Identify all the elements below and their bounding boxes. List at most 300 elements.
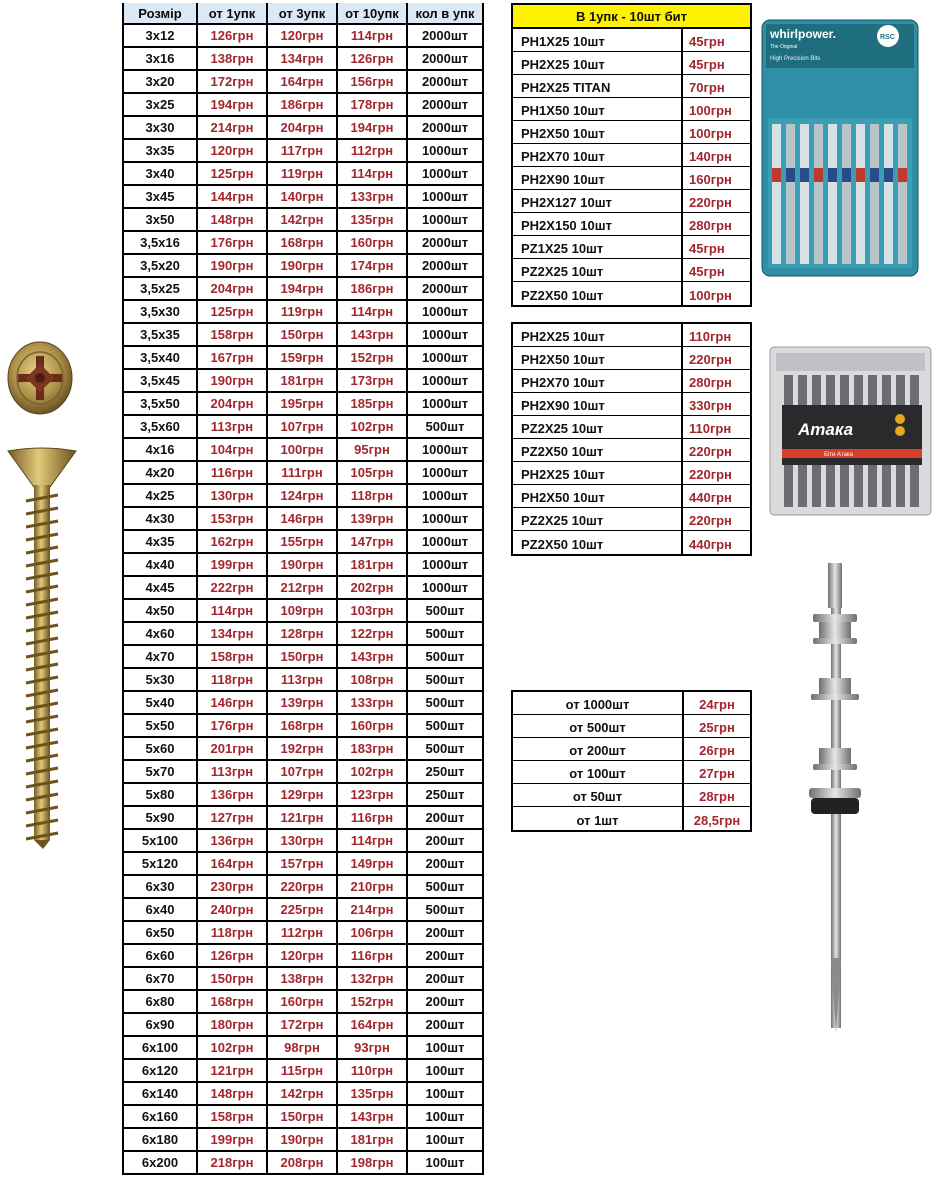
price-1-cell: 158грн bbox=[198, 324, 268, 345]
price-10-cell: 173грн bbox=[338, 370, 408, 391]
bit-name-cell: PH2X127 10шт bbox=[513, 190, 683, 212]
price-3-cell: 139грн bbox=[268, 692, 338, 713]
table-row bbox=[513, 282, 750, 305]
qty-cell: 100шт bbox=[408, 1060, 484, 1081]
table-row bbox=[122, 278, 484, 301]
ataka-brand-text: Атака bbox=[798, 420, 854, 439]
table-row bbox=[122, 416, 484, 439]
qty-cell: 500шт bbox=[408, 416, 484, 437]
price-3-cell: 150грн bbox=[268, 1106, 338, 1127]
table-row bbox=[122, 71, 484, 94]
bit-name-cell: PZ2X25 10шт bbox=[513, 508, 683, 530]
table-row bbox=[513, 213, 750, 236]
table-row bbox=[122, 255, 484, 278]
size-cell: 6x160 bbox=[122, 1106, 198, 1127]
price-3-cell: 157грн bbox=[268, 853, 338, 874]
table-row bbox=[513, 692, 750, 715]
size-cell: 4x40 bbox=[122, 554, 198, 575]
qty-cell: 2000шт bbox=[408, 278, 484, 299]
price-1-cell: 136грн bbox=[198, 830, 268, 851]
table-row bbox=[122, 738, 484, 761]
price-10-cell: 132грн bbox=[338, 968, 408, 989]
qty-cell: 1000шт bbox=[408, 140, 484, 161]
price-1-cell: 190грн bbox=[198, 370, 268, 391]
anchor-bolt-image bbox=[795, 558, 885, 1036]
price-10-cell: 147грн bbox=[338, 531, 408, 552]
qty-tier-cell: от 1шт bbox=[513, 807, 684, 830]
price-3-cell: 155грн bbox=[268, 531, 338, 552]
table-row bbox=[513, 393, 750, 416]
table-row bbox=[513, 715, 750, 738]
price-1-cell: 190грн bbox=[198, 255, 268, 276]
screw-head-image bbox=[4, 338, 74, 418]
table-row bbox=[122, 646, 484, 669]
price-10-cell: 152грн bbox=[338, 347, 408, 368]
qty-cell: 500шт bbox=[408, 669, 484, 690]
size-cell: 4x25 bbox=[122, 485, 198, 506]
whirlpower-bits-pack-image bbox=[760, 18, 920, 278]
price-1-cell: 164грн bbox=[198, 853, 268, 874]
header-price-3: от 3упк bbox=[268, 3, 338, 23]
header-price-1: от 1упк bbox=[198, 3, 268, 23]
size-cell: 6x30 bbox=[122, 876, 198, 897]
price-3-cell: 181грн bbox=[268, 370, 338, 391]
size-cell: 5x80 bbox=[122, 784, 198, 805]
price-10-cell: 112грн bbox=[338, 140, 408, 161]
bit-price-cell: 220грн bbox=[689, 444, 732, 459]
bit-name-cell: PH2X50 10шт bbox=[513, 485, 683, 507]
price-10-cell: 210грн bbox=[338, 876, 408, 897]
size-cell: 6x60 bbox=[122, 945, 198, 966]
price-3-cell: 150грн bbox=[268, 324, 338, 345]
table-row bbox=[122, 209, 484, 232]
table-row bbox=[122, 1083, 484, 1106]
table-row bbox=[122, 94, 484, 117]
size-cell: 3,5x16 bbox=[122, 232, 198, 253]
size-cell: 4x35 bbox=[122, 531, 198, 552]
qty-tier-cell: от 200шт bbox=[513, 738, 684, 760]
price-10-cell: 114грн bbox=[338, 163, 408, 184]
size-cell: 3x20 bbox=[122, 71, 198, 92]
table-row bbox=[122, 715, 484, 738]
bit-price-cell: 45грн bbox=[689, 241, 725, 256]
bit-price-cell: 110грн bbox=[689, 329, 732, 344]
qty-cell: 1000шт bbox=[408, 577, 484, 598]
price-1-cell: 204грн bbox=[198, 393, 268, 414]
price-1-cell: 214грн bbox=[198, 117, 268, 138]
table-row bbox=[122, 48, 484, 71]
price-3-cell: 111грн bbox=[268, 462, 338, 483]
size-cell: 3,5x40 bbox=[122, 347, 198, 368]
qty-cell: 500шт bbox=[408, 623, 484, 644]
bit-price-cell: 280грн bbox=[689, 218, 732, 233]
price-1-cell: 125грн bbox=[198, 301, 268, 322]
bit-price-cell: 220грн bbox=[689, 195, 732, 210]
size-cell: 5x70 bbox=[122, 761, 198, 782]
size-cell: 4x30 bbox=[122, 508, 198, 529]
price-1-cell: 126грн bbox=[198, 945, 268, 966]
price-1-cell: 150грн bbox=[198, 968, 268, 989]
qty-cell: 200шт bbox=[408, 922, 484, 943]
bit-name-cell: PZ2X25 10шт bbox=[513, 259, 683, 281]
price-10-cell: 160грн bbox=[338, 715, 408, 736]
table-row bbox=[513, 784, 750, 807]
size-cell: 3x40 bbox=[122, 163, 198, 184]
price-1-cell: 167грн bbox=[198, 347, 268, 368]
price-1-cell: 240грн bbox=[198, 899, 268, 920]
table-row bbox=[122, 876, 484, 899]
price-3-cell: 220грн bbox=[268, 876, 338, 897]
price-1-cell: 204грн bbox=[198, 278, 268, 299]
qty-cell: 2000шт bbox=[408, 232, 484, 253]
bit-price-cell: 220грн bbox=[689, 513, 732, 528]
price-3-cell: 140грн bbox=[268, 186, 338, 207]
ataka-bits-pack-image bbox=[768, 345, 933, 517]
size-cell: 4x50 bbox=[122, 600, 198, 621]
price-10-cell: 149грн bbox=[338, 853, 408, 874]
header-size: Розмір bbox=[122, 3, 198, 23]
qty-cell: 1000шт bbox=[408, 554, 484, 575]
price-10-cell: 133грн bbox=[338, 692, 408, 713]
price-3-cell: 115грн bbox=[268, 1060, 338, 1081]
bit-price-cell: 220грн bbox=[689, 467, 732, 482]
price-10-cell: 114грн bbox=[338, 830, 408, 851]
size-cell: 4x60 bbox=[122, 623, 198, 644]
price-3-cell: 194грн bbox=[268, 278, 338, 299]
price-1-cell: 180грн bbox=[198, 1014, 268, 1035]
price-3-cell: 119грн bbox=[268, 163, 338, 184]
bit-name-cell: PZ2X50 10шт bbox=[513, 531, 683, 554]
size-cell: 4x70 bbox=[122, 646, 198, 667]
price-1-cell: 218грн bbox=[198, 1152, 268, 1173]
size-cell: 3x16 bbox=[122, 48, 198, 69]
table-row bbox=[122, 784, 484, 807]
price-1-cell: 114грн bbox=[198, 600, 268, 621]
size-cell: 5x120 bbox=[122, 853, 198, 874]
price-1-cell: 113грн bbox=[198, 416, 268, 437]
price-3-cell: 168грн bbox=[268, 715, 338, 736]
price-10-cell: 198грн bbox=[338, 1152, 408, 1173]
bit-price-cell: 140грн bbox=[689, 149, 732, 164]
table-row bbox=[122, 761, 484, 784]
price-10-cell: 108грн bbox=[338, 669, 408, 690]
bit-price-cell: 440грн bbox=[689, 490, 732, 505]
tier-price-cell: 26грн bbox=[699, 743, 735, 758]
table-row bbox=[513, 370, 750, 393]
bit-price-cell: 100грн bbox=[689, 103, 732, 118]
price-3-cell: 192грн bbox=[268, 738, 338, 759]
price-3-cell: 142грн bbox=[268, 209, 338, 230]
table-row bbox=[513, 485, 750, 508]
table-row bbox=[513, 75, 750, 98]
price-1-cell: 136грн bbox=[198, 784, 268, 805]
table-row bbox=[122, 554, 484, 577]
price-3-cell: 190грн bbox=[268, 554, 338, 575]
price-10-cell: 133грн bbox=[338, 186, 408, 207]
price-1-cell: 118грн bbox=[198, 922, 268, 943]
price-3-cell: 124грн bbox=[268, 485, 338, 506]
price-1-cell: 126грн bbox=[198, 25, 268, 46]
table-row bbox=[513, 531, 750, 554]
qty-cell: 500шт bbox=[408, 899, 484, 920]
price-1-cell: 158грн bbox=[198, 646, 268, 667]
qty-cell: 1000шт bbox=[408, 370, 484, 391]
bit-price-cell: 100грн bbox=[689, 288, 732, 303]
price-1-cell: 120грн bbox=[198, 140, 268, 161]
table-row bbox=[122, 1060, 484, 1083]
bit-name-cell: PH1X50 10шт bbox=[513, 98, 683, 120]
size-cell: 3x25 bbox=[122, 94, 198, 115]
size-cell: 6x40 bbox=[122, 899, 198, 920]
price-1-cell: 199грн bbox=[198, 1129, 268, 1150]
qty-cell: 1000шт bbox=[408, 209, 484, 230]
price-10-cell: 135грн bbox=[338, 209, 408, 230]
bit-name-cell: PZ2X50 10шт bbox=[513, 282, 683, 305]
bit-name-cell: PH2X90 10шт bbox=[513, 393, 683, 415]
price-10-cell: 160грн bbox=[338, 232, 408, 253]
table-row bbox=[513, 807, 750, 830]
size-cell: 5x90 bbox=[122, 807, 198, 828]
price-10-cell: 116грн bbox=[338, 945, 408, 966]
bit-name-cell: PH2X70 10шт bbox=[513, 144, 683, 166]
qty-cell: 1000шт bbox=[408, 301, 484, 322]
qty-cell: 1000шт bbox=[408, 439, 484, 460]
price-3-cell: 128грн bbox=[268, 623, 338, 644]
size-cell: 3,5x35 bbox=[122, 324, 198, 345]
table-row bbox=[513, 508, 750, 531]
table-row bbox=[122, 1014, 484, 1037]
tier-price-cell: 28грн bbox=[699, 789, 735, 804]
size-cell: 3,5x20 bbox=[122, 255, 198, 276]
price-3-cell: 138грн bbox=[268, 968, 338, 989]
price-10-cell: 95грн bbox=[338, 439, 408, 460]
price-10-cell: 156грн bbox=[338, 71, 408, 92]
qty-cell: 500шт bbox=[408, 876, 484, 897]
qty-cell: 500шт bbox=[408, 600, 484, 621]
qty-cell: 1000шт bbox=[408, 347, 484, 368]
price-1-cell: 118грн bbox=[198, 669, 268, 690]
price-1-cell: 127грн bbox=[198, 807, 268, 828]
price-10-cell: 164грн bbox=[338, 1014, 408, 1035]
size-cell: 3,5x30 bbox=[122, 301, 198, 322]
table-row bbox=[513, 259, 750, 282]
qty-cell: 1000шт bbox=[408, 485, 484, 506]
bit-name-cell: PH2X50 10шт bbox=[513, 121, 683, 143]
table-row bbox=[513, 98, 750, 121]
price-1-cell: 130грн bbox=[198, 485, 268, 506]
qty-tier-cell: от 500шт bbox=[513, 715, 684, 737]
table-row bbox=[513, 29, 750, 52]
price-3-cell: 130грн bbox=[268, 830, 338, 851]
size-cell: 6x180 bbox=[122, 1129, 198, 1150]
price-1-cell: 199грн bbox=[198, 554, 268, 575]
table-row bbox=[122, 324, 484, 347]
price-3-cell: 100грн bbox=[268, 439, 338, 460]
price-1-cell: 116грн bbox=[198, 462, 268, 483]
ataka-label-text: Біти Атака bbox=[824, 452, 854, 458]
table-row bbox=[513, 347, 750, 370]
size-cell: 5x30 bbox=[122, 669, 198, 690]
qty-cell: 1000шт bbox=[408, 508, 484, 529]
price-10-cell: 114грн bbox=[338, 25, 408, 46]
qty-cell: 200шт bbox=[408, 968, 484, 989]
table-row bbox=[513, 761, 750, 784]
price-3-cell: 225грн bbox=[268, 899, 338, 920]
size-cell: 3,5x45 bbox=[122, 370, 198, 391]
table-row bbox=[122, 968, 484, 991]
bit-price-cell: 100грн bbox=[689, 126, 732, 141]
price-3-cell: 204грн bbox=[268, 117, 338, 138]
price-10-cell: 143грн bbox=[338, 646, 408, 667]
bit-price-cell: 70грн bbox=[689, 80, 725, 95]
qty-cell: 200шт bbox=[408, 830, 484, 851]
size-cell: 3x45 bbox=[122, 186, 198, 207]
price-3-cell: 107грн bbox=[268, 761, 338, 782]
size-cell: 3,5x60 bbox=[122, 416, 198, 437]
qty-cell: 200шт bbox=[408, 945, 484, 966]
price-1-cell: 134грн bbox=[198, 623, 268, 644]
bit-price-cell: 45грн bbox=[689, 57, 725, 72]
price-1-cell: 113грн bbox=[198, 761, 268, 782]
size-cell: 3,5x50 bbox=[122, 393, 198, 414]
table-row bbox=[513, 236, 750, 259]
bit-name-cell: PZ2X50 10шт bbox=[513, 439, 683, 461]
qty-cell: 200шт bbox=[408, 807, 484, 828]
bit-name-cell: PZ1X25 10шт bbox=[513, 236, 683, 258]
table-row bbox=[513, 416, 750, 439]
table-row bbox=[513, 738, 750, 761]
price-10-cell: 185грн bbox=[338, 393, 408, 414]
price-3-cell: 190грн bbox=[268, 255, 338, 276]
price-10-cell: 93грн bbox=[338, 1037, 408, 1058]
table-row bbox=[513, 121, 750, 144]
qty-cell: 1000шт bbox=[408, 186, 484, 207]
price-1-cell: 148грн bbox=[198, 1083, 268, 1104]
price-3-cell: 164грн bbox=[268, 71, 338, 92]
price-3-cell: 160грн bbox=[268, 991, 338, 1012]
table-row bbox=[513, 439, 750, 462]
price-3-cell: 98грн bbox=[268, 1037, 338, 1058]
bit-price-cell: 440грн bbox=[689, 537, 732, 552]
qty-tier-cell: от 100шт bbox=[513, 761, 684, 783]
price-10-cell: 102грн bbox=[338, 761, 408, 782]
bit-name-cell: PH2X25 10шт bbox=[513, 324, 683, 346]
table-row bbox=[122, 853, 484, 876]
table-row bbox=[513, 167, 750, 190]
bit-price-cell: 330грн bbox=[689, 398, 732, 413]
table-row bbox=[513, 462, 750, 485]
size-cell: 6x100 bbox=[122, 1037, 198, 1058]
bit-name-cell: PH2X90 10шт bbox=[513, 167, 683, 189]
price-1-cell: 222грн bbox=[198, 577, 268, 598]
table-row bbox=[122, 1106, 484, 1129]
price-1-cell: 162грн bbox=[198, 531, 268, 552]
table-row bbox=[122, 899, 484, 922]
price-3-cell: 120грн bbox=[268, 945, 338, 966]
price-10-cell: 202грн bbox=[338, 577, 408, 598]
qty-cell: 100шт bbox=[408, 1083, 484, 1104]
price-3-cell: 168грн bbox=[268, 232, 338, 253]
price-1-cell: 138грн bbox=[198, 48, 268, 69]
table-row bbox=[513, 144, 750, 167]
size-cell: 6x80 bbox=[122, 991, 198, 1012]
price-3-cell: 112грн bbox=[268, 922, 338, 943]
wood-screw-image bbox=[6, 445, 78, 850]
qty-cell: 200шт bbox=[408, 991, 484, 1012]
price-10-cell: 143грн bbox=[338, 324, 408, 345]
table-header-row bbox=[122, 3, 484, 25]
price-10-cell: 114грн bbox=[338, 301, 408, 322]
price-3-cell: 208грн bbox=[268, 1152, 338, 1173]
qty-cell: 100шт bbox=[408, 1037, 484, 1058]
price-1-cell: 104грн bbox=[198, 439, 268, 460]
price-3-cell: 172грн bbox=[268, 1014, 338, 1035]
price-3-cell: 150грн bbox=[268, 646, 338, 667]
tier-price-cell: 28,5грн bbox=[693, 813, 741, 828]
size-cell: 4x20 bbox=[122, 462, 198, 483]
bit-price-cell: 220грн bbox=[689, 352, 732, 367]
qty-cell: 1000шт bbox=[408, 462, 484, 483]
qty-cell: 2000шт bbox=[408, 255, 484, 276]
table-row bbox=[122, 600, 484, 623]
price-10-cell: 135грн bbox=[338, 1083, 408, 1104]
bit-price-cell: 160грн bbox=[689, 172, 732, 187]
qty-cell: 1000шт bbox=[408, 163, 484, 184]
table-row bbox=[122, 186, 484, 209]
table-row bbox=[122, 393, 484, 416]
price-3-cell: 186грн bbox=[268, 94, 338, 115]
price-1-cell: 125грн bbox=[198, 163, 268, 184]
price-3-cell: 142грн bbox=[268, 1083, 338, 1104]
price-1-cell: 201грн bbox=[198, 738, 268, 759]
price-1-cell: 144грн bbox=[198, 186, 268, 207]
size-cell: 5x60 bbox=[122, 738, 198, 759]
price-10-cell: 181грн bbox=[338, 554, 408, 575]
bit-name-cell: PH2X25 10шт bbox=[513, 462, 683, 484]
size-cell: 3,5x25 bbox=[122, 278, 198, 299]
qty-cell: 250шт bbox=[408, 784, 484, 805]
size-cell: 4x45 bbox=[122, 577, 198, 598]
size-cell: 6x120 bbox=[122, 1060, 198, 1081]
qty-cell: 100шт bbox=[408, 1106, 484, 1127]
price-10-cell: 118грн bbox=[338, 485, 408, 506]
bit-price-cell: 110грн bbox=[689, 421, 732, 436]
size-cell: 6x50 bbox=[122, 922, 198, 943]
table-row bbox=[122, 991, 484, 1014]
table-row bbox=[122, 370, 484, 393]
price-10-cell: 186грн bbox=[338, 278, 408, 299]
qty-cell: 2000шт bbox=[408, 94, 484, 115]
price-3-cell: 159грн bbox=[268, 347, 338, 368]
price-3-cell: 212грн bbox=[268, 577, 338, 598]
table-row bbox=[122, 439, 484, 462]
price-10-cell: 152грн bbox=[338, 991, 408, 1012]
price-1-cell: 168грн bbox=[198, 991, 268, 1012]
price-10-cell: 110грн bbox=[338, 1060, 408, 1081]
table-row bbox=[122, 922, 484, 945]
tier-price-cell: 24грн bbox=[699, 697, 735, 712]
qty-cell: 500шт bbox=[408, 715, 484, 736]
qty-cell: 2000шт bbox=[408, 25, 484, 46]
price-10-cell: 122грн bbox=[338, 623, 408, 644]
price-10-cell: 123грн bbox=[338, 784, 408, 805]
qty-cell: 500шт bbox=[408, 738, 484, 759]
bit-name-cell: PH2X25 10шт bbox=[513, 52, 683, 74]
header-price-10: от 10упк bbox=[338, 3, 408, 23]
qty-cell: 100шт bbox=[408, 1129, 484, 1150]
bit-name-cell: PH2X25 TITAN bbox=[513, 75, 683, 97]
tier-price-cell: 27грн bbox=[699, 766, 735, 781]
